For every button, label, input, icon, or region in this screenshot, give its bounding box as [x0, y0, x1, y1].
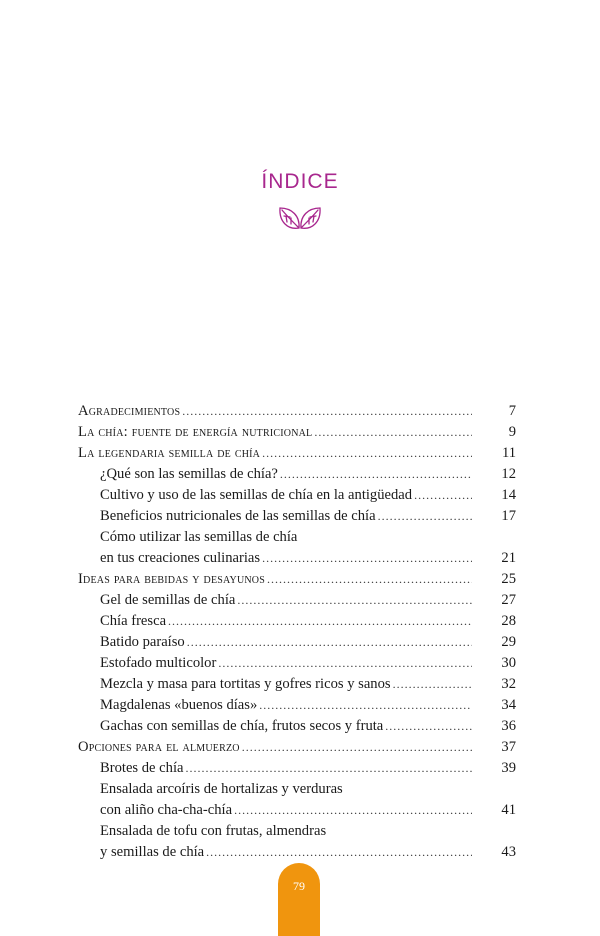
page-number: 79: [293, 879, 305, 893]
dot-leader: [385, 716, 472, 737]
dot-leader: [168, 611, 472, 632]
page-title: ÍNDICE: [261, 170, 339, 193]
toc-entry-title: Estofado multicolor: [100, 655, 217, 671]
page-number-tab: [278, 863, 320, 936]
table-of-contents: [78, 401, 516, 863]
dot-leader: [182, 401, 472, 422]
toc-entry-title: Agradecimientos: [78, 403, 181, 419]
dot-leader: [393, 674, 472, 695]
toc-page-number: 34: [501, 697, 516, 713]
toc-page-number: 37: [501, 739, 516, 755]
toc-page-number: 41: [501, 802, 516, 818]
toc-entry: [78, 716, 516, 737]
toc-section-entry: [78, 443, 516, 464]
toc-entry-title: La chía: fuente de energía nutricional: [78, 424, 313, 440]
toc-entry-title: Ideas para bebidas y desayunos: [78, 571, 265, 587]
toc-page-number: 28: [501, 613, 516, 629]
toc-entry: [78, 695, 516, 716]
dot-leader: [242, 737, 472, 758]
dot-leader: [206, 842, 472, 863]
toc-section-entry: [78, 569, 516, 590]
toc-entry-title: Brotes de chía: [100, 760, 184, 776]
toc-entry: [78, 674, 516, 695]
toc-page-number: 25: [501, 571, 516, 587]
toc-section-entry: [78, 422, 516, 443]
toc-entry: [78, 464, 516, 485]
toc-entry-title: en tus creaciones culinarias: [100, 550, 261, 566]
dot-leader: [262, 548, 472, 569]
toc-entry-title: Gel de semillas de chía: [100, 592, 236, 608]
toc-entry-title: Chía fresca: [100, 613, 167, 629]
toc-page-number: 32: [501, 676, 516, 692]
toc-page-number: 43: [501, 844, 516, 860]
toc-page-number: 36: [501, 718, 516, 734]
toc-entry: [78, 842, 516, 863]
dot-leader: [259, 695, 472, 716]
toc-entry-title: La legendaria semilla de chía: [78, 445, 261, 461]
dot-leader: [314, 422, 472, 443]
toc-page-number: 7: [508, 403, 516, 419]
dot-leader: [262, 443, 472, 464]
toc-entry: [78, 758, 516, 779]
toc-entry: [78, 506, 516, 527]
toc-entry-title: Cómo utilizar las semillas de chía: [100, 529, 298, 545]
toc-entry-title: con aliño cha-cha-chía: [100, 802, 233, 818]
toc-entry-title: y semillas de chía: [100, 844, 205, 860]
dot-leader: [234, 800, 472, 821]
toc-entry-title: Cultivo y uso de las semillas de chía en la antigüedad: [100, 487, 413, 503]
toc-page-number: 9: [508, 424, 516, 440]
dot-leader: [267, 569, 472, 590]
dot-leader: [414, 485, 472, 506]
toc-section-entry: [78, 401, 516, 422]
toc-entry: [78, 611, 516, 632]
toc-entry-title: Mezcla y masa para tortitas y gofres ricos y sanos: [100, 676, 391, 692]
toc-section-entry: [78, 737, 516, 758]
double-leaf-icon: [276, 200, 324, 232]
toc-page-number: 39: [501, 760, 516, 776]
toc-page-number: 11: [501, 445, 516, 461]
dot-leader: [280, 464, 472, 485]
toc-page-number: 21: [501, 550, 516, 566]
dot-leader: [185, 758, 472, 779]
dot-leader: [187, 632, 472, 653]
toc-entry-title: Ensalada de tofu con frutas, almendras: [100, 823, 327, 839]
toc-entry-title: Gachas con semillas de chía, frutos secos y fruta: [100, 718, 384, 734]
toc-entry: [78, 779, 516, 800]
toc-entry-title: Magdalenas «buenos días»: [100, 697, 258, 713]
toc-page-number: 29: [501, 634, 516, 650]
toc-entry-title: Batido paraíso: [100, 634, 185, 650]
toc-entry: [78, 527, 516, 548]
toc-entry-title: Opciones para el almuerzo: [78, 739, 240, 755]
dot-leader: [218, 653, 472, 674]
dot-leader: [237, 590, 472, 611]
toc-entry: [78, 653, 516, 674]
toc-entry: [78, 800, 516, 821]
toc-entry: [78, 632, 516, 653]
toc-entry: [78, 548, 516, 569]
toc-page-number: 30: [501, 655, 516, 671]
toc-page-number: 27: [501, 592, 516, 608]
toc-entry-title: Beneficios nutricionales de las semillas de chía: [100, 508, 376, 524]
toc-entry: [78, 485, 516, 506]
toc-entry-title: Ensalada arcoíris de hortalizas y verduras: [100, 781, 343, 797]
toc-page-number: 12: [501, 466, 516, 482]
dot-leader: [378, 506, 472, 527]
toc-entry-title: ¿Qué son las semillas de chía?: [100, 466, 278, 482]
toc-entry: [78, 821, 516, 842]
toc-entry: [78, 590, 516, 611]
toc-page-number: 14: [501, 487, 516, 503]
toc-page-number: 17: [501, 508, 516, 524]
